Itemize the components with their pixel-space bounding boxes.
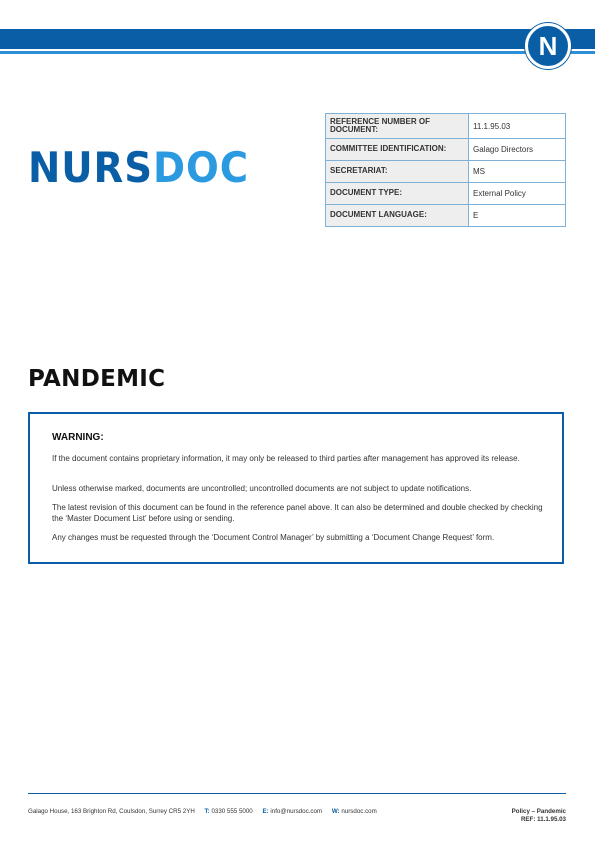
page-title: PANDEMIC <box>28 366 166 392</box>
warning-paragraph: If the document contains proprietary information, it may only be released to third parties after management has approved its release. <box>52 454 520 463</box>
footer-phone-label: T: <box>204 808 210 815</box>
reference-key: DOCUMENT LANGUAGE: <box>326 205 469 227</box>
n-badge-icon: N <box>525 23 571 69</box>
warning-heading: WARNING: <box>52 432 104 443</box>
footer-phone[interactable]: 0330 555 5000 <box>211 808 253 815</box>
footer-doc-info <box>512 808 566 823</box>
warning-paragraph: The latest revision of this document can be found in the reference panel above. It can also be determined and double checked by checking the ‘Master Document List’ before using or sending. <box>52 503 543 523</box>
reference-value: Galago Directors <box>469 139 566 161</box>
company-logo <box>28 143 250 192</box>
reference-value: E <box>469 205 566 227</box>
reference-row <box>326 139 566 161</box>
header-stripe <box>0 51 595 54</box>
reference-key: SECRETARIAT: <box>326 161 469 183</box>
footer-web[interactable]: nursdoc.com <box>341 808 377 815</box>
reference-key: REFERENCE NUMBER OF DOCUMENT: <box>326 114 469 139</box>
reference-key: DOCUMENT TYPE: <box>326 183 469 205</box>
reference-value: External Policy <box>469 183 566 205</box>
footer-email-label: E: <box>262 808 269 815</box>
footer-doc-ref: REF: 11.1.95.03 <box>520 815 566 823</box>
reference-row <box>326 183 566 205</box>
reference-panel <box>325 113 566 227</box>
header-band <box>0 29 595 49</box>
footer-divider <box>28 793 566 794</box>
footer-address: Galago House, 163 Brighton Rd, Coulsdon, Surrey CR5 2YH <box>28 808 195 815</box>
reference-row <box>326 161 566 183</box>
warning-box <box>28 412 564 564</box>
warning-paragraph: Any changes must be requested through the ‘Document Control Manager’ by submitting a ‘Document Change Request’ form. <box>52 533 495 542</box>
footer-contact <box>28 808 377 815</box>
logo-part-doc: DOC <box>152 143 250 192</box>
footer-email[interactable]: info@nursdoc.com <box>270 808 323 815</box>
logo-part-nurs: NURS <box>28 143 153 192</box>
footer-doc-name: Policy – Pandemic <box>511 808 566 815</box>
reference-value: MS <box>469 161 566 183</box>
warning-paragraph: Unless otherwise marked, documents are uncontrolled; uncontrolled documents are not subject to update notifications. <box>52 484 472 493</box>
reference-value: 11.1.95.03 <box>469 114 566 139</box>
reference-row <box>326 205 566 227</box>
reference-key: COMMITTEE IDENTIFICATION: <box>326 139 469 161</box>
footer-web-label: W: <box>331 808 340 815</box>
reference-row <box>326 114 566 139</box>
